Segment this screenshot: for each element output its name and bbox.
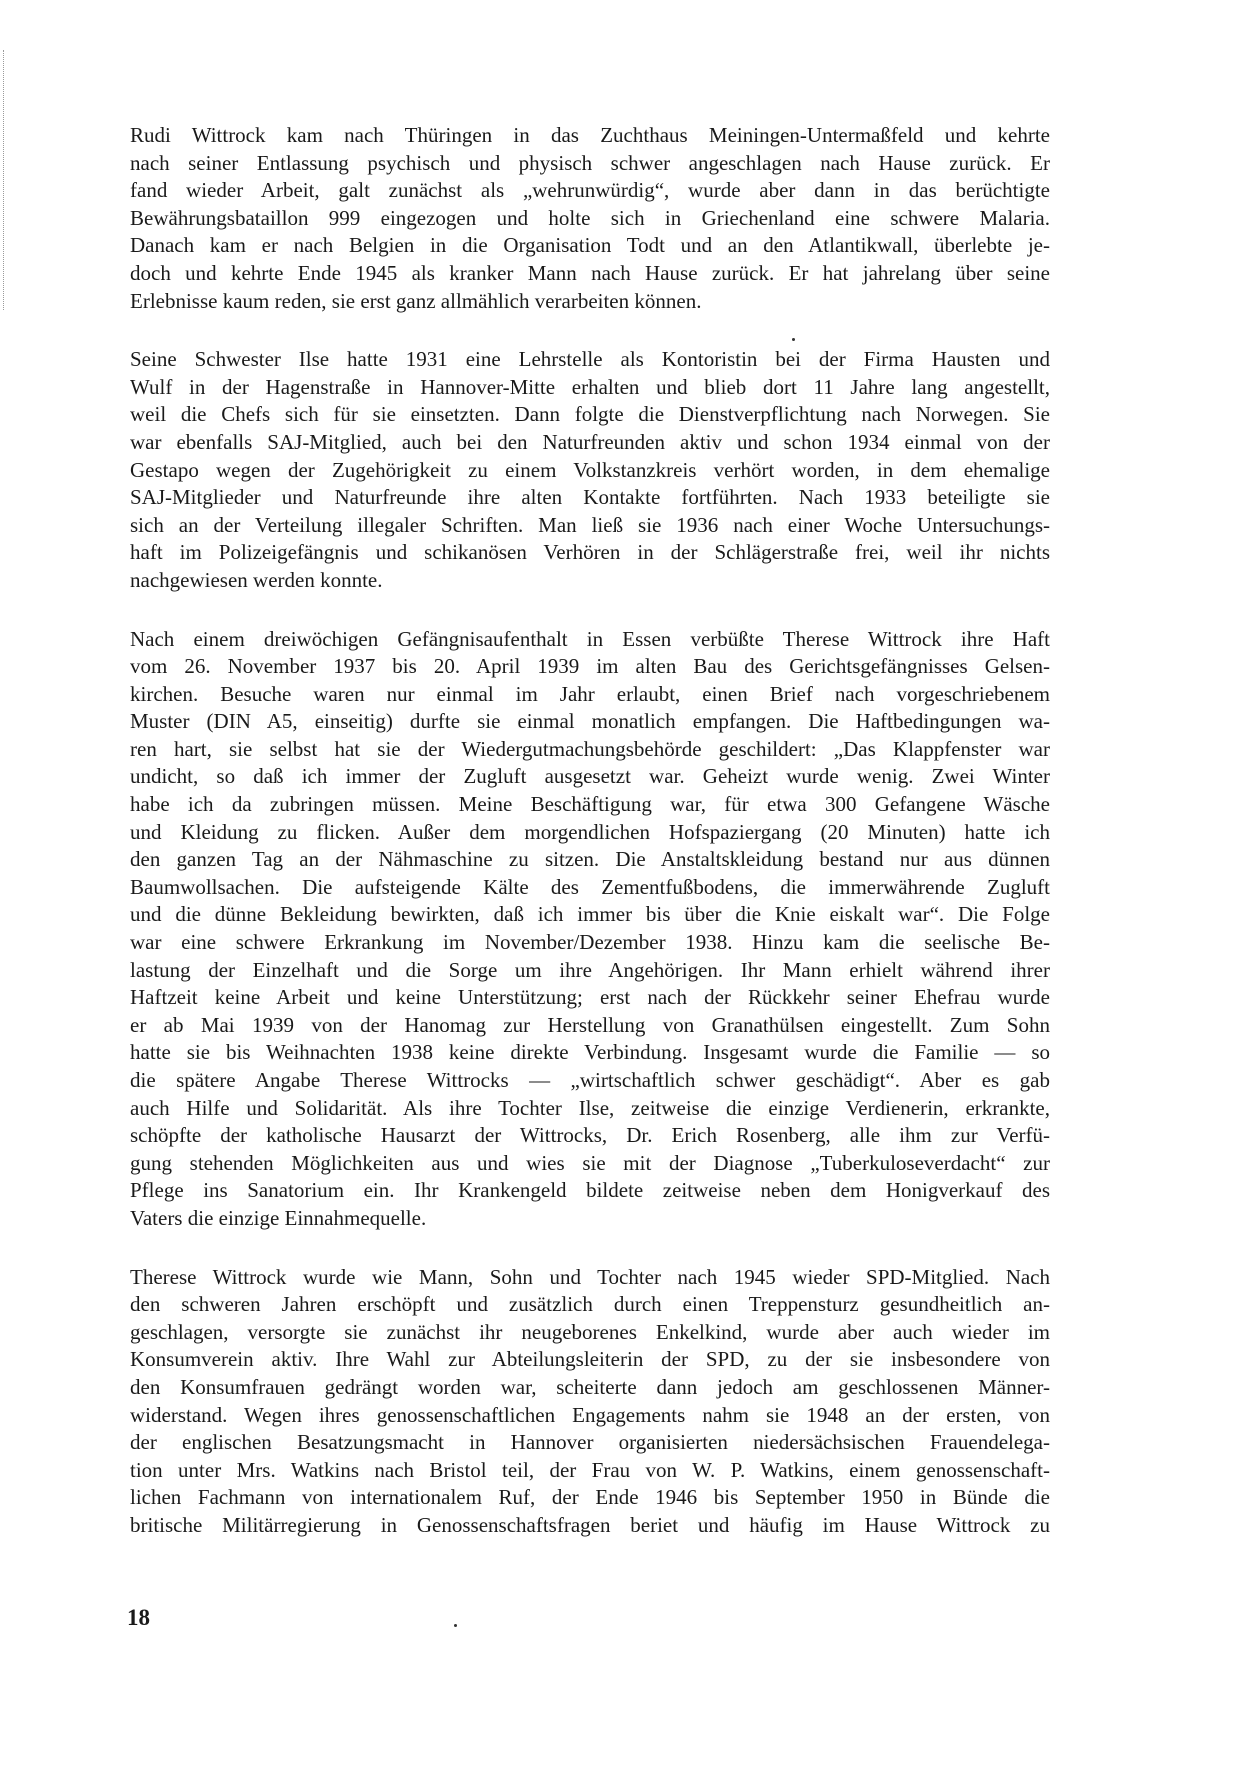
text-line: er ab Mai 1939 von der Hanomag zur Herstellung von Granathülsen eingestellt. Zum Sohn bbox=[130, 1012, 1050, 1037]
text-line: kirchen. Besuche waren nur einmal im Jahr erlaubt, einen Brief nach vorgeschriebenem bbox=[130, 681, 1050, 706]
text-line: Danach kam er nach Belgien in die Organisation Todt und an den Atlantikwall, überlebte je- bbox=[130, 233, 1050, 258]
text-line: nach seiner Entlassung psychisch und physisch schwer angeschlagen nach Hause zurück. Er bbox=[130, 150, 1050, 175]
paragraph-4 bbox=[130, 1264, 1050, 1540]
text-line: Bewährungsbataillon 999 eingezogen und holte sich in Griechenland eine schwere Malaria. bbox=[130, 205, 1050, 230]
text-line: Konsumverein aktiv. Ihre Wahl zur Abteilungsleiterin der SPD, zu der sie insbesondere von bbox=[130, 1347, 1050, 1372]
text-line: habe ich da zubringen müssen. Meine Beschäftigung war, für etwa 300 Gefangene Wäsche bbox=[130, 792, 1050, 817]
binding-edge-marks bbox=[3, 50, 7, 310]
text-line: gung stehenden Möglichkeiten aus und wies sie mit der Diagnose „Tuberkuloseverdacht“ zur bbox=[130, 1150, 1050, 1175]
text-line: Seine Schwester Ilse hatte 1931 eine Lehrstelle als Kontoristin bei der Firma Hausten und bbox=[130, 347, 1050, 372]
text-line: den Konsumfrauen gedrängt worden war, scheiterte dann jedoch am geschlossenen Männer- bbox=[130, 1374, 1050, 1399]
text-line: weil die Chefs sich für sie einsetzten. Dann folgte die Dienstverpflichtung nach Norwegen. Sie bbox=[130, 402, 1050, 427]
text-line: doch und kehrte Ende 1945 als kranker Mann nach Hause zurück. Er hat jahrelang über seine bbox=[130, 260, 1050, 285]
text-line: und Kleidung zu flicken. Außer dem morgendlichen Hofspaziergang (20 Minuten) hatte ich bbox=[130, 819, 1050, 844]
text-line: der englischen Besatzungsmacht in Hannover organisierten niedersächsischen Frauendelega- bbox=[130, 1430, 1050, 1455]
text-line: haft im Polizeigefängnis und schikanösen Verhören in der Schlägerstraße frei, weil ihr nichts bbox=[130, 540, 1050, 565]
text-line: lichen Fachmann von internationalem Ruf, der Ende 1946 bis September 1950 in Bünde die bbox=[130, 1485, 1050, 1510]
text-line: die spätere Angabe Therese Wittrocks — „wirtschaftlich schwer geschädigt“. Aber es gab bbox=[130, 1068, 1050, 1092]
scan-speck bbox=[454, 1624, 457, 1627]
text-line: Therese Wittrock wurde wie Mann, Sohn und Tochter nach 1945 wieder SPD-Mitglied. Nach bbox=[130, 1264, 1050, 1289]
text-line: war ebenfalls SAJ-Mitglied, auch bei den Naturfreunden aktiv und schon 1934 einmal von der bbox=[130, 429, 1050, 454]
text-line: Gestapo wegen der Zugehörigkeit zu einem Volkstanzkreis verhört worden, in dem ehemalige bbox=[130, 457, 1050, 482]
scan-speck bbox=[792, 338, 795, 341]
text-line: SAJ-Mitglieder und Naturfreunde ihre alten Kontakte fortführten. Nach 1933 beteiligte sie bbox=[130, 485, 1050, 510]
paragraph-2 bbox=[130, 346, 1050, 594]
text-line: Baumwollsachen. Die aufsteigende Kälte des Zementfußbodens, die immerwährende Zugluft bbox=[130, 874, 1050, 899]
text-line: geschlagen, versorgte sie zunächst ihr neugeborenes Enkelkind, wurde aber auch wieder im bbox=[130, 1319, 1050, 1344]
text-line: den ganzen Tag an der Nähmaschine zu sitzen. Die Anstaltskleidung bestand nur aus dünnen bbox=[130, 847, 1050, 872]
text-line: Rudi Wittrock kam nach Thüringen in das Zuchthaus Meiningen-Untermaßfeld und kehrte bbox=[130, 123, 1050, 147]
text-line: Muster (DIN A5, einseitig) durfte sie einmal monatlich empfangen. Die Haftbedingungen wa- bbox=[130, 709, 1050, 734]
paragraph-3 bbox=[130, 626, 1050, 1233]
text-line: vom 26. November 1937 bis 20. April 1939 im alten Bau des Gerichtsgefängnisses Gelsen- bbox=[130, 654, 1050, 679]
text-line: war eine schwere Erkrankung im November/Dezember 1938. Hinzu kam die seelische Be- bbox=[130, 930, 1050, 955]
text-line: tion unter Mrs. Watkins nach Bristol teil, der Frau von W. P. Watkins, einem genossenschaft- bbox=[130, 1457, 1050, 1482]
page-number: 18 bbox=[127, 1605, 150, 1630]
text-line: schöpfte der katholische Hausarzt der Wittrocks, Dr. Erich Rosenberg, alle ihm zur Verfü- bbox=[130, 1123, 1050, 1148]
text-line: nachgewiesen werden konnte. bbox=[130, 567, 383, 592]
text-line: lastung der Einzelhaft und die Sorge um ihre Angehörigen. Ihr Mann erhielt während ihrer bbox=[130, 957, 1050, 982]
text-line: fand wieder Arbeit, galt zunächst als „wehrunwürdig“, wurde aber dann in das berüchtigte bbox=[130, 178, 1050, 203]
text-line: ren hart, sie selbst hat sie der Wiedergutmachungsbehörde geschildert: „Das Klappfenster war bbox=[130, 736, 1050, 761]
text-line: und die dünne Bekleidung bewirkten, daß ich immer bis über die Knie eiskalt war“. Die Folge bbox=[130, 902, 1050, 927]
text-line: undicht, so daß ich immer der Zugluft ausgesetzt war. Geheizt wurde wenig. Zwei Winter bbox=[130, 764, 1050, 789]
text-line: Pflege ins Sanatorium ein. Ihr Krankengeld bildete zeitweise neben dem Honigverkauf des bbox=[130, 1178, 1050, 1203]
text-line: Wulf in der Hagenstraße in Hannover-Mitte erhalten und blieb dort 11 Jahre lang angestellt, bbox=[130, 374, 1050, 399]
text-line: Vaters die einzige Einnahmequelle. bbox=[130, 1205, 427, 1230]
text-line: Nach einem dreiwöchigen Gefängnisaufenthalt in Essen verbüßte Therese Wittrock ihre Haft bbox=[130, 626, 1050, 651]
text-line: Haftzeit keine Arbeit und keine Unterstützung; erst nach der Rückkehr seiner Ehefrau wurde bbox=[130, 985, 1050, 1010]
body-text bbox=[130, 122, 1050, 1571]
text-line: widerstand. Wegen ihres genossenschaftlichen Engagements nahm sie 1948 an der ersten, von bbox=[130, 1402, 1050, 1427]
text-line: hatte sie bis Weihnachten 1938 keine direkte Verbindung. Insgesamt wurde die Familie — so bbox=[130, 1040, 1050, 1065]
text-line: Erlebnisse kaum reden, sie erst ganz allmählich verarbeiten können. bbox=[130, 288, 702, 313]
paragraph-1 bbox=[130, 122, 1050, 315]
text-line: britische Militärregierung in Genossenschaftsfragen beriet und häufig im Hause Wittrock zu bbox=[130, 1512, 1050, 1537]
text-line: sich an der Verteilung illegaler Schriften. Man ließ sie 1936 nach einer Woche Untersuchungs- bbox=[130, 512, 1050, 537]
text-line: auch Hilfe und Solidarität. Als ihre Tochter Ilse, zeitweise die einzige Verdienerin, erkrankte, bbox=[130, 1095, 1050, 1120]
text-line: den schweren Jahren erschöpft und zusätzlich durch einen Treppensturz gesundheitlich an- bbox=[130, 1292, 1050, 1317]
